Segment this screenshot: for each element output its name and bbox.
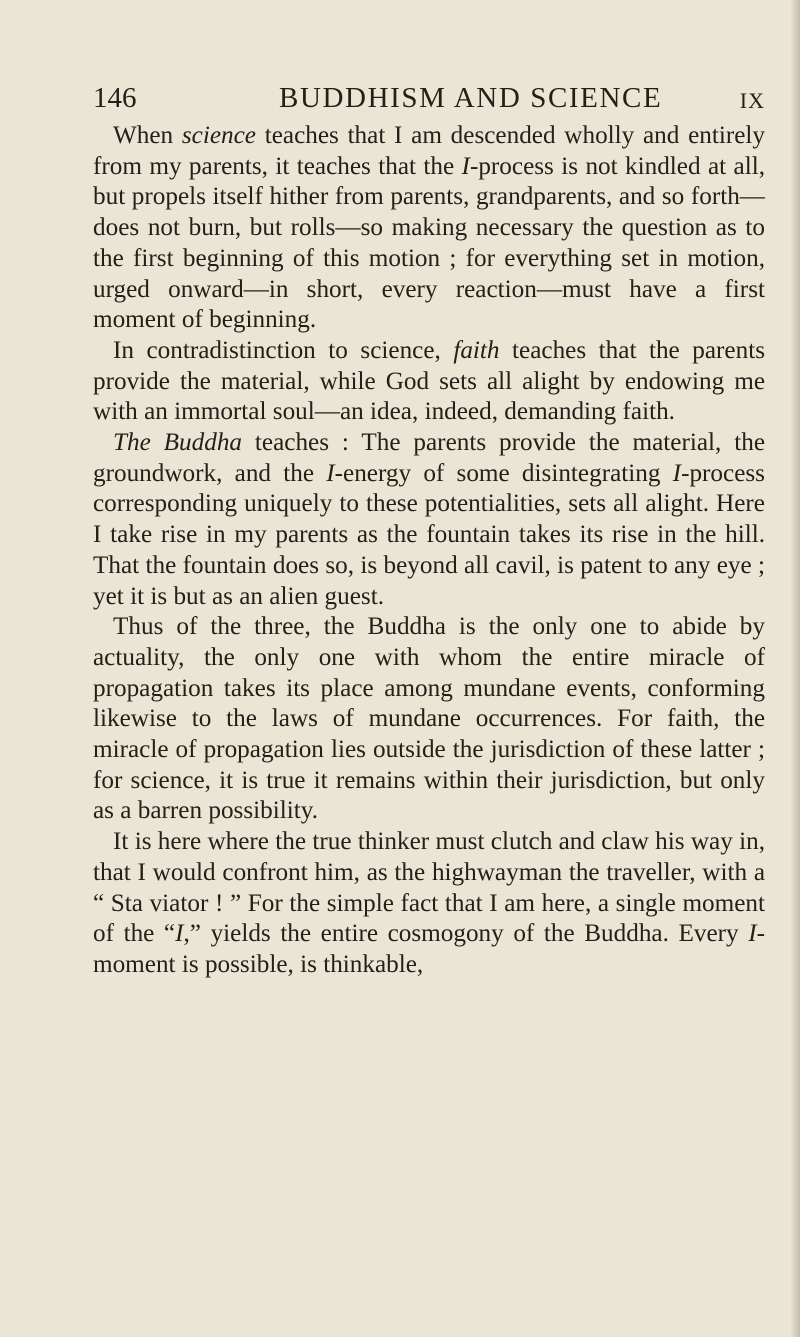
text-run: -moment is possible, is thinkable, [93,920,765,978]
running-head [93,82,765,122]
paragraph-3 [93,428,765,612]
italic-run: I [748,920,757,948]
italic-run: I [461,152,470,180]
text-run: -process is not kindled at all, but propels itself hither from parents, grandparents, and so forth—does not burn, but rolls—so making necessary the question as to the first beginning of this motion ; for everything set in motion, urged onward—in short, every reaction—must have a first moment of beginning. [93,152,765,334]
italic-run: I [326,459,335,487]
italic-run: I [672,459,682,487]
paragraph-1 [93,121,765,336]
text-run: In contradistinction to science, [113,336,454,364]
text-run: Thus of the three, the Buddha is the only one to abide by actuality, the only one with whom the entire miracle of propagation takes its place among mundane events, conforming likewise to the laws of mundane occurrences. For faith, the miracle of propagation lies outside the jurisdiction of these latter ; for science, it is true it remains within their jurisdiction, but only as a barren possibility. [93,613,765,825]
italic-run: faith [453,336,500,364]
chapter-number: IX [739,88,765,113]
running-title: BUDDHISM AND SCIENCE [279,82,663,114]
page-edge-shadow [790,0,800,1337]
text-run: -energy of some disintegrating [334,459,673,487]
text-run: teaches : The parents provide the material, the groundwork, and the [93,429,765,487]
text-run: teaches that I am descended wholly and entirely from my parents, it teaches that the [93,122,766,180]
body-text [93,121,765,981]
text-run: It is here where the true thinker must clutch and claw his way in, that I would confront him, as the highwayman the traveller, with a “ Sta viator ! ” For the simple fact that I am here, a single moment of the “ [93,828,765,948]
text-run: ,” yields the entire cosmogony of the Buddha. Every [183,920,749,948]
paragraph-5 [93,827,765,981]
text-run: When [113,122,182,149]
text-run: teaches that the parents provide the material, while God sets all alight by endowing me with an immortal soul—an idea, indeed, demanding faith. [93,336,765,426]
paragraph-4 [93,612,765,827]
paragraph-2 [93,336,765,428]
text-run: -process corresponding uniquely to these potentialities, sets all alight. Here I take rise in my parents as the fountain takes its rise in the hill. That the fountain does so, is beyond all cavil, is patent to any eye ; yet it is but as an alien guest. [93,459,765,610]
italic-run: science [181,122,256,149]
italic-run: The Buddha [113,429,243,457]
page-number: 146 [93,82,137,114]
italic-run: I [175,920,184,948]
